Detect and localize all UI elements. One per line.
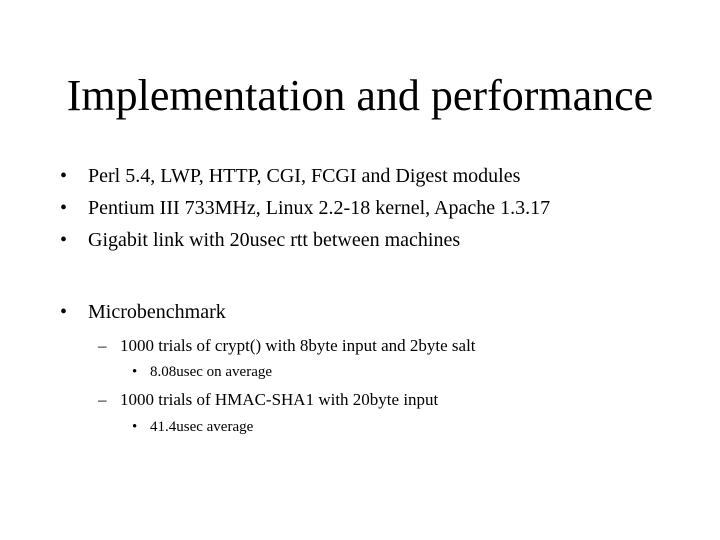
sub-bullet-text: 1000 trials of crypt() with 8byte input and 2byte salt xyxy=(120,336,476,355)
bullet-text: Pentium III 733MHz, Linux 2.2-18 kernel, Apache 1.3.17 xyxy=(88,197,551,219)
sub-bullet-marker: – xyxy=(98,390,107,409)
bullet-marker: • xyxy=(60,165,68,187)
bullet-text: Gigabit link with 20usec rtt between machines xyxy=(88,229,461,251)
sub-sub-bullet-text: 41.4usec average xyxy=(150,419,254,435)
slide-title: Implementation and performance xyxy=(66,71,654,120)
sub-bullet-text: 1000 trials of HMAC-SHA1 with 20byte input xyxy=(120,390,439,409)
bullet-text: Microbenchmark xyxy=(88,301,226,323)
sub-sub-bullet-text: 8.08usec on average xyxy=(150,364,273,380)
bullet-marker: • xyxy=(60,197,68,219)
bullet-marker: • xyxy=(60,301,68,323)
bullet-marker: • xyxy=(60,229,68,251)
bullet-text: Perl 5.4, LWP, HTTP, CGI, FCGI and Digest modules xyxy=(88,165,521,187)
sub-sub-bullet-marker: • xyxy=(132,364,138,380)
sub-bullet-marker: – xyxy=(98,336,107,355)
sub-sub-bullet-marker: • xyxy=(132,419,138,435)
